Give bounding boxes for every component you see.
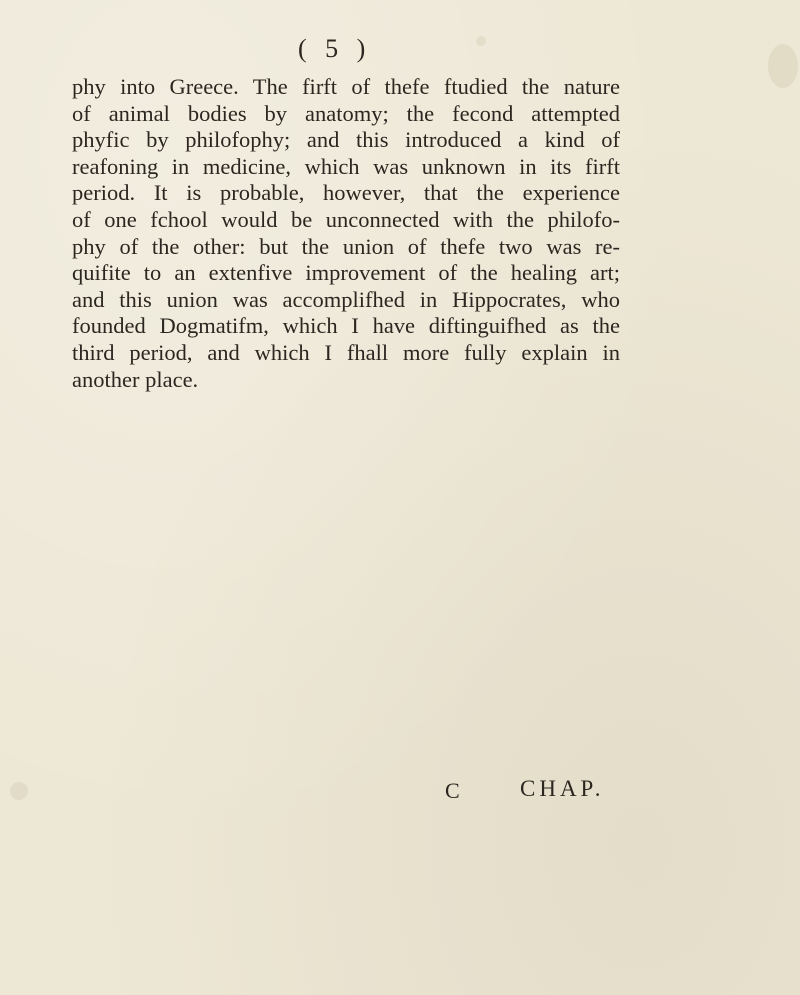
page-number: ( 5 ) (298, 34, 372, 63)
text-line: of animal bodies by anatomy; the fecond attempted (72, 100, 620, 126)
text-line: another place. (72, 366, 199, 392)
paper-stain (10, 782, 28, 800)
text-line: of one fchool would be unconnected with the philofo- (72, 206, 620, 232)
paper-stain (476, 36, 486, 46)
text-line: and this union was accomplifhed in Hippocrates, who (72, 286, 620, 312)
text-line: phyfic by philofophy; and this introduced a kind of (72, 127, 620, 153)
text-line: period. It is probable, however, that the experience (72, 180, 620, 206)
text-line: third period, and which I fhall more fully explain in (72, 339, 620, 365)
body-paragraph (72, 74, 620, 393)
text-line: phy of the other: but the union of thefe two was re- (72, 233, 620, 259)
paper-stain (768, 44, 798, 88)
signature-mark: C (445, 778, 461, 803)
catchword: CHAP. (520, 776, 605, 801)
text-line: founded Dogmatifm, which I have diftinguifhed as the (72, 313, 620, 339)
text-line: quifite to an extenfive improvement of the healing art; (72, 260, 620, 286)
text-line: reafoning in medicine, which was unknown in its firft (72, 153, 620, 179)
text-line: phy into Greece. The firft of thefe ftudied the nature (72, 74, 620, 99)
